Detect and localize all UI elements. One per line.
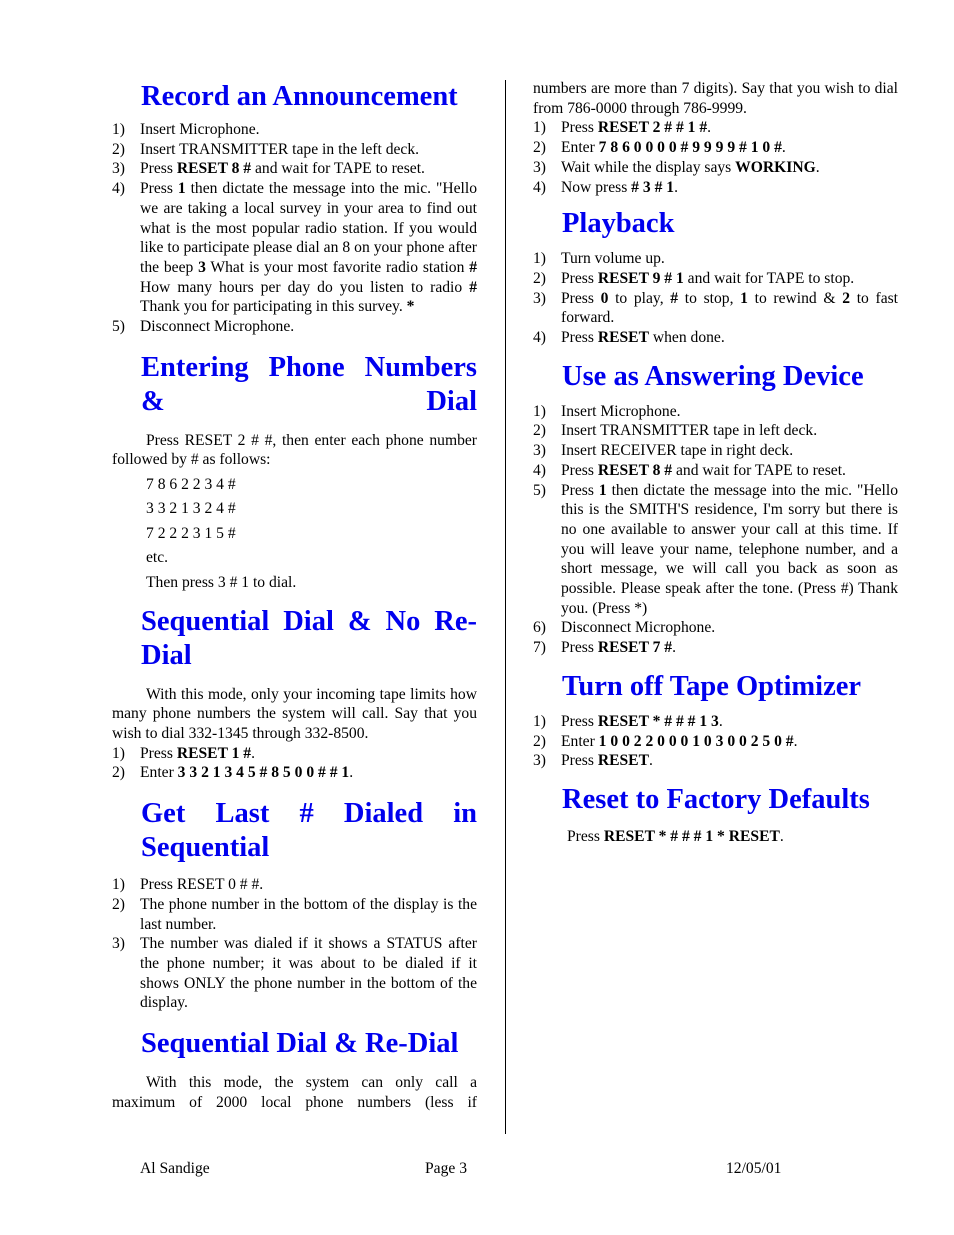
list-item: 2) Insert TRANSMITTER tape in the left deck. [112,140,420,158]
list-item: 2) Enter 1 0 0 2 2 0 0 0 1 0 3 0 0 2 5 0 #. [533,732,798,750]
list-number: 1) [533,402,546,420]
footer-page-number: Page 3 [425,1160,468,1177]
list-number: 3) [533,442,546,460]
list-number: 3) [533,158,546,176]
list-number: 1) [533,119,546,137]
list-item: 1) Turn volume up. [533,250,665,268]
list-item: 2) Enter 7 8 6 0 0 0 0 # 9 9 9 9 # 1 0 #. [533,139,786,157]
list-item: 2) The phone number in the bottom of the display is the last number. [112,895,477,933]
list-item: 5) Disconnect Microphone. [112,318,295,336]
list-number: 4) [112,180,125,198]
list-number: 2) [112,140,125,158]
column-divider [505,80,506,1134]
section-entering-phone-numbers [112,351,477,593]
list-item: 1) Press RESET * # # # 1 3. [533,712,723,730]
footer-author: Al Sandige [140,1160,210,1177]
section-answering-device [533,360,898,658]
list-number: 2) [533,422,546,440]
section-tape-optimizer [533,670,898,771]
list-number: 3) [533,752,546,770]
list-item: 3) Wait while the display says WORKING. [533,158,820,176]
sequential-no-redial-steps [112,744,477,783]
heading-get-last-dialed: Get Last # Dialed in Sequential [141,798,477,864]
list-number: 7) [533,639,546,657]
list-item: 1) Press RESET 2 # # 1 #. [533,119,712,137]
list-item: 3) The number was dialed if it shows a STATUS after the phone number; it was about to be dialed if it shows ONLY the phone number in the bottom of the display. [112,935,477,1012]
list-item: 1) Press RESET 1 #. [112,744,255,762]
list-item: 4) Now press # 3 # 1. [533,178,678,196]
section-get-last-dialed [112,797,477,1013]
footer-date: 12/05/01 [726,1160,782,1177]
heading-tape-optimizer: Turn off Tape Optimizer [562,670,862,702]
sequential-redial-intro: With this mode, the system can only call a maximum of 2000 local phone numbers (less if [112,1074,477,1111]
list-number: 4) [533,178,546,196]
continued-paragraph: numbers are more than 7 digits). Say that you wish to dial from 786-0000 through 786-9999. [533,80,898,117]
optimizer-steps [533,712,898,771]
list-item: 1) Press RESET 0 # #. [112,876,264,894]
heading-sequential-no-redial: Sequential Dial & No Re-Dial [141,605,477,671]
list-item: 3) Press RESET. [533,752,653,770]
heading-answering-device: Use as Answering Device [562,360,864,392]
list-item: 2) Press RESET 9 # 1 and wait for TAPE to stop. [533,269,855,287]
left-column [112,78,477,1112]
list-number: 1) [112,121,125,138]
code-line: Then press 3 # 1 to dial. [146,573,297,591]
list-item: 6) Disconnect Microphone. [533,619,716,637]
section-record-announcement [112,80,477,337]
list-number: 1) [112,876,125,894]
code-line: 3 3 2 1 3 2 4 # [146,500,236,518]
heading-playback: Playback [562,208,675,240]
sequential-no-redial-intro: With this mode, only your incoming tape limits how many phone numbers the system will call. Say that you wish to dial 332-1345 through 332-8500. [112,685,477,743]
entering-intro: Press RESET 2 # #, then enter each phone number followed by # as follows: [112,431,477,469]
list-item: 1) Insert Microphone. [533,402,681,420]
code-line: 7 2 2 2 3 1 5 # [146,524,236,542]
list-item: 3) Press RESET 8 # and wait for TAPE to reset. [112,160,425,178]
list-item: 4) Press RESET when done. [533,329,725,347]
playback-steps [533,249,898,348]
list-number: 5) [112,318,125,336]
heading-entering-phone-numbers: Entering Phone Numbers & Dial [141,351,477,417]
section-sequential-no-redial [112,605,477,784]
list-item: 2) Enter 3 3 2 1 3 4 5 # 8 5 0 0 # # 1. [112,764,354,782]
list-number: 2) [533,269,546,287]
list-number: 2) [112,895,125,913]
list-item: 5) Press 1 then dictate the message into the mic. "Hello this is the SMITH'S residence, I'm sorry but there is no one available to answer your call at this time. If you will leave your name, telephone number, and a short message, we will call you back as soon as possible. Please speak after the tone. (Press #) Thank you. (Press *) [533,481,898,617]
list-number: 6) [533,619,546,637]
list-number: 1) [533,250,546,268]
heading-record-announcement: Record an Announcement [141,81,458,112]
list-item: 3) Insert RECEIVER tape in right deck. [533,442,794,460]
list-number: 5) [533,481,546,499]
list-number: 2) [533,732,546,750]
list-item: 4) Press 1 then dictate the message into the mic. "Hello we are taking a local survey in your area to find out what is the most popular radio station. If you would like to participate please dial an 8 on your phone after the beep 3 What is your most favorite radio station # How many hours per day do you listen to radio # Thank you for participating in this survey. * [112,180,477,316]
list-number: 1) [533,712,546,730]
list-number: 2) [533,139,546,157]
continued-steps [533,118,898,197]
answering-steps [533,402,898,658]
record-steps [112,120,477,337]
list-number: 3) [533,289,546,307]
list-number: 3) [112,160,125,178]
list-number: 4) [533,329,546,347]
list-item: 1) Insert Microphone. [112,121,260,138]
list-item: 2) Insert TRANSMITTER tape in left deck. [533,422,818,440]
section-playback [533,207,898,348]
section-factory-defaults [533,783,898,847]
heading-factory-defaults: Reset to Factory Defaults [562,783,870,815]
list-item: 3) Press 0 to play, # to stop, 1 to rewind & 2 to fast forward. [533,289,899,327]
list-number: 4) [533,461,546,479]
heading-sequential-redial: Sequential Dial & Re-Dial [141,1028,459,1060]
list-item: 7) Press RESET 7 #. [533,639,676,657]
factory-instruction: Press RESET * # # # 1 * RESET. [567,827,784,845]
code-line: etc. [146,549,169,567]
list-number: 3) [112,935,125,953]
section-sequential-redial [112,1027,477,1112]
code-line: 7 8 6 2 2 3 4 # [146,475,236,493]
right-column [533,79,898,847]
get-last-steps [112,875,477,1013]
list-item: 4) Press RESET 8 # and wait for TAPE to reset. [533,461,846,479]
